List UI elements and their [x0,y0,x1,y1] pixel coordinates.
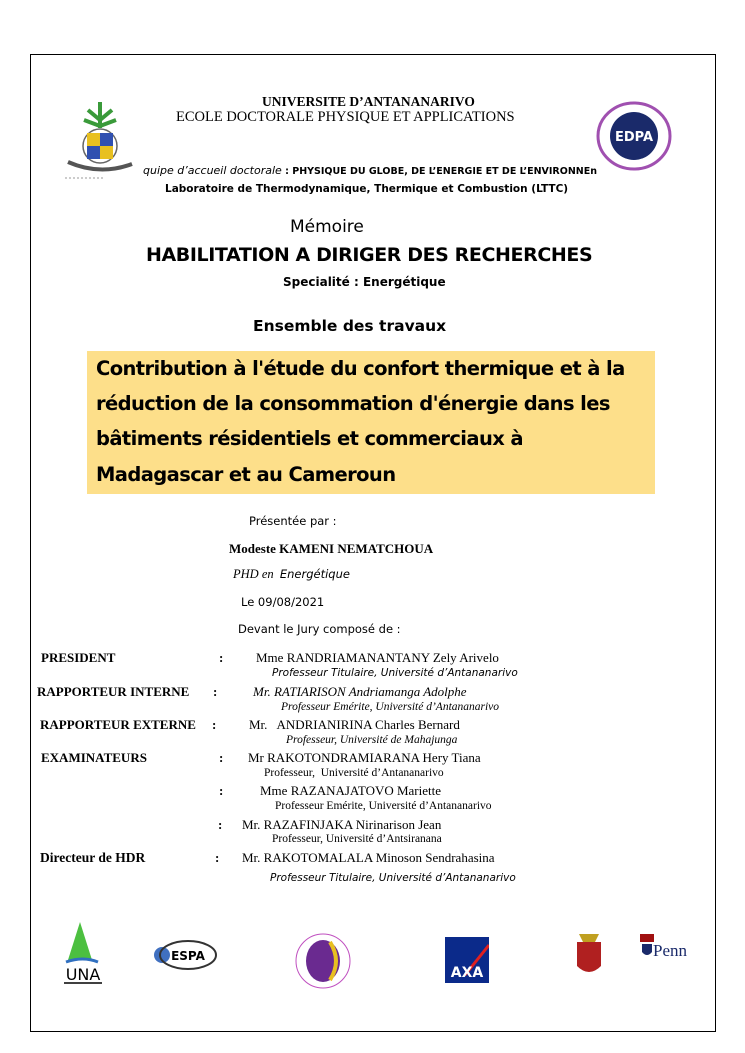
espa-logo [148,920,220,990]
jury-name: Mme RAZANAJATOVO Mariette [260,783,442,798]
jury-colon: : [218,817,223,832]
jury-colon: : [219,783,224,798]
thesis-title-line: Contribution à l'étude du confort thermique et à la [96,357,625,380]
jury-colon: : [219,750,224,765]
laboratory: Laboratoire de Thermodynamique, Thermique et Combustion (LTTC) [165,183,569,195]
jury-role: RAPPORTEUR INTERNE [37,684,190,699]
svg-text:Penn: Penn [653,941,687,960]
jury-intro: Devant le Jury composé de : [238,622,401,636]
jury-title: Professeur Emérite, Université d’Antananarivo [275,800,492,812]
author-name: Modeste KAMENI NEMATCHOUA [229,541,434,556]
author-degree-prefix: PHD en [233,567,274,581]
society-logo [292,930,354,992]
jury-colon: : [212,717,217,732]
svg-text:EDPA: EDPA [614,130,654,145]
jury-title: Professeur, Université d’Antsiranana [272,833,442,845]
degree-title: HABILITATION A DIRIGER DES RECHERCHES [146,244,593,266]
una-logo [52,920,114,990]
jury-role: RAPPORTEUR EXTERNE [40,717,196,732]
jury-name: Mr. RAKOTOMALALA Minoson Sendrahasina [242,850,495,865]
author-degree [233,567,350,582]
host-team [143,164,597,177]
jury-role: Directeur de HDR [40,850,146,865]
university-antananarivo-seal-logo [60,98,140,180]
host-team-label: quipe d’accueil doctorale [143,164,282,177]
jury-role: PRESIDENT [41,650,116,665]
jury-title: Professeur, Université de Mahajunga [286,734,458,746]
jury-role: EXAMINATEURS [41,750,147,765]
memoire-label: Mémoire [290,217,364,237]
svg-text:AXA: AXA [450,965,484,981]
jury-title: Professeur, Université d’Antananarivo [264,767,444,779]
host-team-value: : PHYSIQUE DU GLOBE, DE L’ENERGIE ET DE L’ENVIRONNEn [281,166,597,177]
speciality: Specialité : Energétique [283,275,446,289]
penn-logo [638,930,690,968]
thesis-title-box [87,351,655,494]
jury-name: Mr RAKOTONDRAMIARANA Hery Tiana [248,750,481,765]
university-name: UNIVERSITE D’ANTANANARIVO [262,94,475,109]
thesis-title-line: réduction de la consommation d'énergie dans les [96,392,610,415]
jury-colon: : [219,650,224,665]
jury-name: Mr. RATIARISON Andriamanga Adolphe [253,684,467,699]
presented-by: Présentée par : [249,514,337,528]
svg-text:ESPA: ESPA [171,949,205,963]
thesis-title-line: Madagascar et au Cameroun [96,463,396,486]
jury-name: Mme RANDRIAMANANTANY Zely Arivelo [256,650,499,665]
author-degree-field: Energétique [279,567,350,581]
jury-title: Professeur Titulaire, Université d’Antananarivo [270,872,516,884]
section-heading: Ensemble des travaux [253,317,447,335]
jury-name: Mr. ANDRIANIRINA Charles Bernard [249,717,460,732]
coat-of-arms-logo [569,928,609,980]
edpa-logo [596,100,674,172]
jury-title: Professeur Titulaire, Université d’Antananarivo [272,667,518,679]
jury-title: Professeur Emérite, Université d’Antananarivo [281,701,500,713]
jury-colon: : [213,684,218,699]
axa-logo [445,937,489,983]
jury-name: Mr. RAZAFINJAKA Nirinarison Jean [242,817,442,832]
thesis-title-line: bâtiments résidentiels et commerciaux à [96,427,523,450]
doctoral-school: ECOLE DOCTORALE PHYSIQUE ET APPLICATIONS [176,109,515,125]
svg-text:UNA: UNA [65,965,101,984]
jury-colon: : [215,850,220,865]
defense-date: Le 09/08/2021 [241,595,325,609]
